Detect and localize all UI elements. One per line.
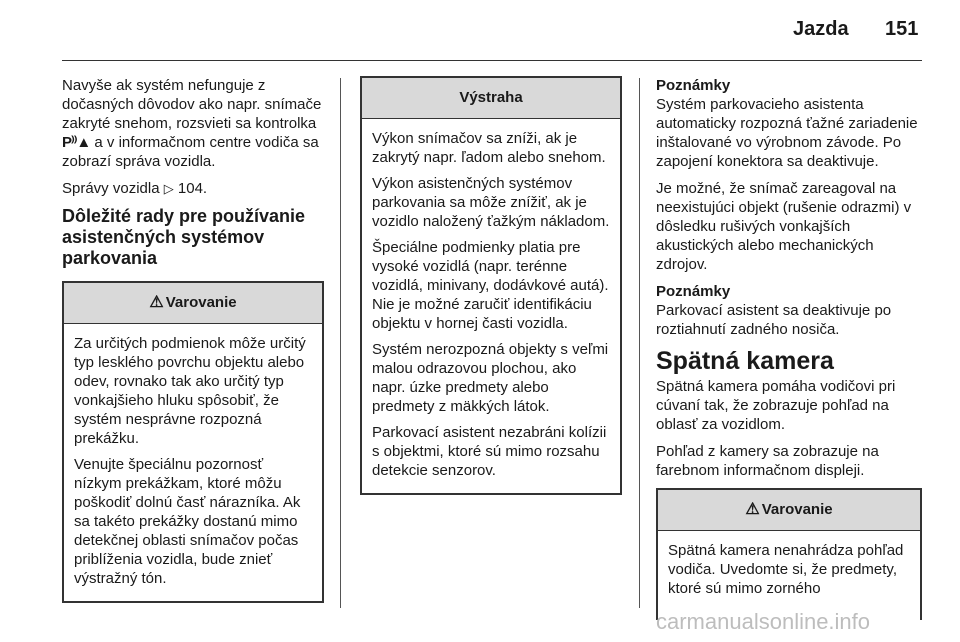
column-1 bbox=[62, 76, 324, 603]
paragraph: Správy vozidla ▷ 104. bbox=[62, 180, 208, 197]
column-2 bbox=[360, 76, 622, 495]
section-title: Jazda bbox=[793, 18, 849, 40]
warning-box-body: Spätná kamera nenahrádza pohľad vodiča. Uvedomte si, že predmety, ktoré sú mimo zorného bbox=[668, 542, 904, 597]
column-3: Poznámky Systém parkovacieho asistenta automaticky rozpozná ťažné zariadenie inštalované vo výrobnom závode. Po zapojení konektora sa deaktivuje. Je možné, že snímač zareagoval na neexistujúci objekt (rušenie odrazmi) v dôsledku rušivých vonkajších akustických alebo mechanických zdrojov. Poznámky Parkovací asistent sa deaktivuje po roztiahnutí zadného nosiča. Spätná kamera Spätná kamera pomáha vodičovi pri cúvaní tak, že zobrazuje pohľad na oblasť za vozidlom. Pohľad z kamery sa zobrazuje na farebnom informačnom displeji. ⚠ Varovanie Spätná kamera nenahrádza pohľad vodiča. Uvedomte si, že predmety, ktoré sú mimo zorného bbox=[656, 76, 922, 620]
parking-sensor-icon: P⁾⁾▲ bbox=[62, 134, 91, 151]
warning-box-body: Za určitých podmienok môže určitý typ lesklého povrchu objektu alebo odev, rovnako tak ako určitý typ vonkajšieho hluku spôsobiť, že systém nesprávne rozpozná prekážku. Venujte špeciálnu pozornosť nízkym prekážkam, ktoré môžu poškodiť dolnú časť nárazníka. Ak sa takéto prekážky dostanú mimo detekčnej oblasti snímačov počas priblíženia vozidla, bude znieť výstražný tón. bbox=[74, 335, 306, 587]
warning-triangle-icon: ⚠ bbox=[745, 501, 760, 518]
caution-box-header: Výstraha bbox=[362, 78, 620, 119]
caution-box bbox=[360, 76, 622, 495]
warning-triangle-icon: ⚠ bbox=[149, 294, 164, 311]
watermark: carmanualsonline.info bbox=[656, 609, 871, 634]
subheading: Dôležité rady pre používanie asistenčných systémov parkovania bbox=[62, 206, 306, 268]
page-reference-link[interactable]: 104. bbox=[177, 180, 208, 197]
paragraph: Navyše ak systém nefunguje z dočasných dôvodov ako napr. snímače zakryté snehom, rozsvieti sa kontrolka P⁾⁾▲ a v informačnom centre vodiča sa zobrazí správa vozidla. bbox=[62, 77, 322, 170]
page-number: 151 bbox=[885, 18, 919, 40]
note-title: Poznámky bbox=[656, 283, 731, 300]
arrow-right-icon: ▷ bbox=[163, 181, 174, 196]
note-title: Poznámky bbox=[656, 77, 731, 94]
warning-box bbox=[656, 488, 922, 620]
warning-box-header: ⚠ Varovanie bbox=[64, 283, 322, 324]
caution-box-body: Výkon snímačov sa zníži, ak je zakrytý napr. ľadom alebo snehom. Výkon asistenčných systémov parkovania sa môže znížiť, ak je vozidlo naložený ťažkým nákladom. Špeciálne podmienky platia pre vysoké vozidlá (napr. terénne vozidlá, minivany, dodávkové autá). Nie je možné zaručiť identifikáciu objektu v hornej časti vozidla. Systém nerozpozná objekty s veľmi malou odrazovou plochou, ako napr. úzke predmety alebo predmety z mäkkých látok. Parkovací asistent nezabráni kolízii s objektmi, ktoré sú mimo rozsahu detekcie senzorov. bbox=[372, 130, 610, 479]
column-divider-2 bbox=[639, 78, 640, 608]
header-divider bbox=[62, 60, 922, 61]
warning-box-header: ⚠ Varovanie bbox=[658, 490, 920, 531]
warning-box bbox=[62, 281, 324, 603]
column-divider-1 bbox=[340, 78, 341, 608]
section-heading: Spätná kamera bbox=[656, 347, 834, 375]
